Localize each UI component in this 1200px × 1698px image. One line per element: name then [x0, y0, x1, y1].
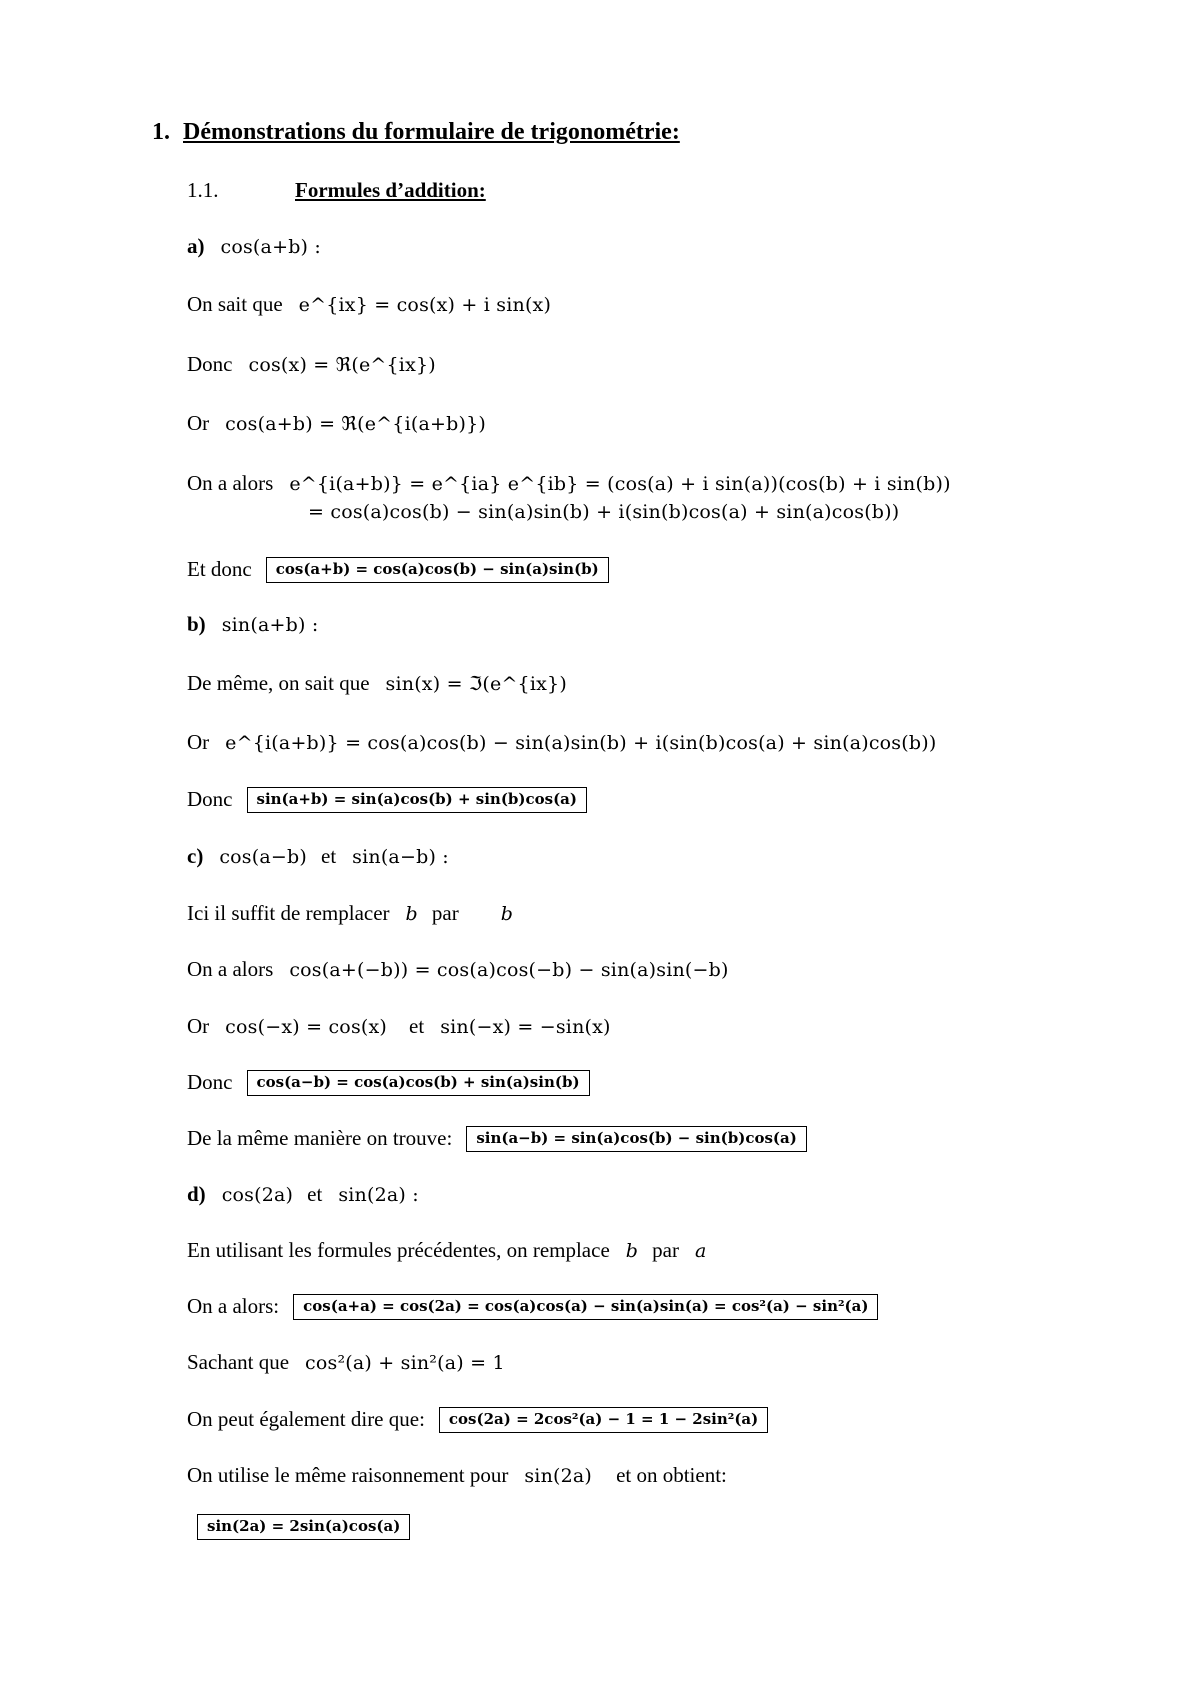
subsection-b-label: b): [187, 612, 206, 636]
formula: = cos(a)cos(b) − sin(a)sin(b) + i(sin(b)cos(a) + sin(a)cos(b)): [308, 501, 900, 523]
text-line: [187, 1461, 727, 1490]
text-line: [187, 785, 587, 813]
text: On a alors: [187, 957, 274, 981]
formula: sin(a−b) :: [352, 846, 449, 868]
subsection-c-label: c): [187, 844, 204, 868]
text-line: [187, 409, 486, 438]
text: Or: [187, 730, 210, 754]
title-number: 1.: [152, 119, 170, 145]
formula: cos(a+b) = ℜ(e^{i(a+b)}): [225, 413, 486, 435]
text-line: [187, 290, 551, 319]
text-line: [187, 955, 729, 984]
section-title: Formules d’addition:: [295, 178, 486, 202]
section-heading: [187, 176, 486, 204]
boxed-formula: cos(a+b) = cos(a)cos(b) − sin(a)sin(b): [266, 557, 609, 583]
boxed-formula: cos(a−b) = cos(a)cos(b) + sin(a)sin(b): [247, 1070, 590, 1096]
text: et: [307, 1182, 323, 1206]
text-line: [187, 1348, 505, 1377]
text: Donc: [187, 352, 233, 376]
boxed-formula: sin(a−b) = sin(a)cos(b) − sin(b)cos(a): [466, 1126, 807, 1152]
boxed-formula: sin(2a) = 2sin(a)cos(a): [197, 1514, 410, 1540]
formula: e^{i(a+b)} = cos(a)cos(b) − sin(a)sin(b) + i(sin(b)cos(a) + sin(a)cos(b)): [225, 732, 937, 754]
text: On a alors: [187, 471, 274, 495]
text-line: [187, 555, 609, 583]
text: On utilise le même raisonnement pour: [187, 1463, 509, 1487]
boxed-formula: cos(2a) = 2cos²(a) − 1 = 1 − 2sin²(a): [439, 1407, 768, 1433]
formula: cos(a+(−b)) = cos(a)cos(−b) − sin(a)sin(−b): [289, 959, 729, 981]
text-line: [292, 497, 899, 526]
text: et: [321, 844, 337, 868]
text-line: [187, 1124, 807, 1152]
formula: sin(−x) = −sin(x): [440, 1016, 611, 1038]
text-line: [187, 728, 936, 757]
text: On sait que: [187, 292, 283, 316]
title-text: Démonstrations du formulaire de trigonométrie:: [183, 119, 680, 145]
text: Ici il suffit de remplacer: [187, 901, 390, 925]
text-line: [187, 469, 951, 498]
text: par: [431, 901, 459, 925]
formula: e^{ix} = cos(x) + i sin(x): [298, 294, 552, 316]
formula: cos(a+b) :: [220, 236, 322, 258]
text-line: [187, 1012, 611, 1041]
text: On peut également dire que:: [187, 1407, 425, 1431]
text: et: [409, 1014, 425, 1038]
text: par: [652, 1238, 679, 1262]
text-line: [187, 350, 436, 379]
text-line: [187, 1068, 590, 1096]
formula: sin(2a): [524, 1465, 593, 1487]
text: Sachant que: [187, 1350, 290, 1374]
text-line: [187, 1292, 878, 1320]
text: En utilisant les formules précédentes, on remplace: [187, 1238, 610, 1262]
text: et on obtient:: [616, 1463, 727, 1487]
formula: sin(a+b) :: [221, 614, 319, 636]
text: Or: [187, 1014, 210, 1038]
formula: sin(x) = ℑ(e^{ix}): [385, 673, 567, 695]
text-line: [187, 669, 567, 698]
formula: sin(2a) :: [338, 1184, 419, 1206]
formula: cos²(a) + sin²(a) = 1: [305, 1352, 505, 1374]
variable: b: [500, 903, 514, 925]
subsection-a-heading: [187, 232, 321, 261]
document-title: [152, 118, 680, 146]
text: De la même manière on trouve:: [187, 1126, 453, 1150]
formula: cos(−x) = cos(x): [225, 1016, 388, 1038]
formula: e^{i(a+b)} = e^{ia} e^{ib} = (cos(a) + i sin(a))(cos(b) + i sin(b)): [289, 473, 951, 495]
boxed-formula: cos(a+a) = cos(2a) = cos(a)cos(a) − sin(a)sin(a) = cos²(a) − sin²(a): [293, 1294, 878, 1320]
text: Et donc: [187, 557, 252, 581]
text-line: [187, 1236, 707, 1265]
formula: cos(a−b): [219, 846, 307, 868]
text-line: [187, 1512, 410, 1540]
subsection-c-heading: [187, 842, 449, 871]
variable: a: [694, 1240, 707, 1262]
subsection-d-heading: [187, 1180, 419, 1209]
variable: b: [405, 903, 418, 925]
formula: cos(x) = ℜ(e^{ix}): [248, 354, 436, 376]
text: Or: [187, 411, 210, 435]
text-line: [187, 899, 513, 928]
formula: cos(2a): [221, 1184, 294, 1206]
subsection-a-label: a): [187, 234, 205, 258]
text-line: [187, 1405, 768, 1433]
section-number: 1.1.: [187, 178, 219, 202]
text: Donc: [187, 1070, 233, 1094]
text: On a alors:: [187, 1294, 280, 1318]
text: De même, on sait que: [187, 671, 370, 695]
variable: b: [625, 1240, 639, 1262]
boxed-formula: sin(a+b) = sin(a)cos(b) + sin(b)cos(a): [247, 787, 588, 813]
subsection-d-label: d): [187, 1182, 206, 1206]
subsection-b-heading: [187, 610, 318, 639]
text: Donc: [187, 787, 233, 811]
